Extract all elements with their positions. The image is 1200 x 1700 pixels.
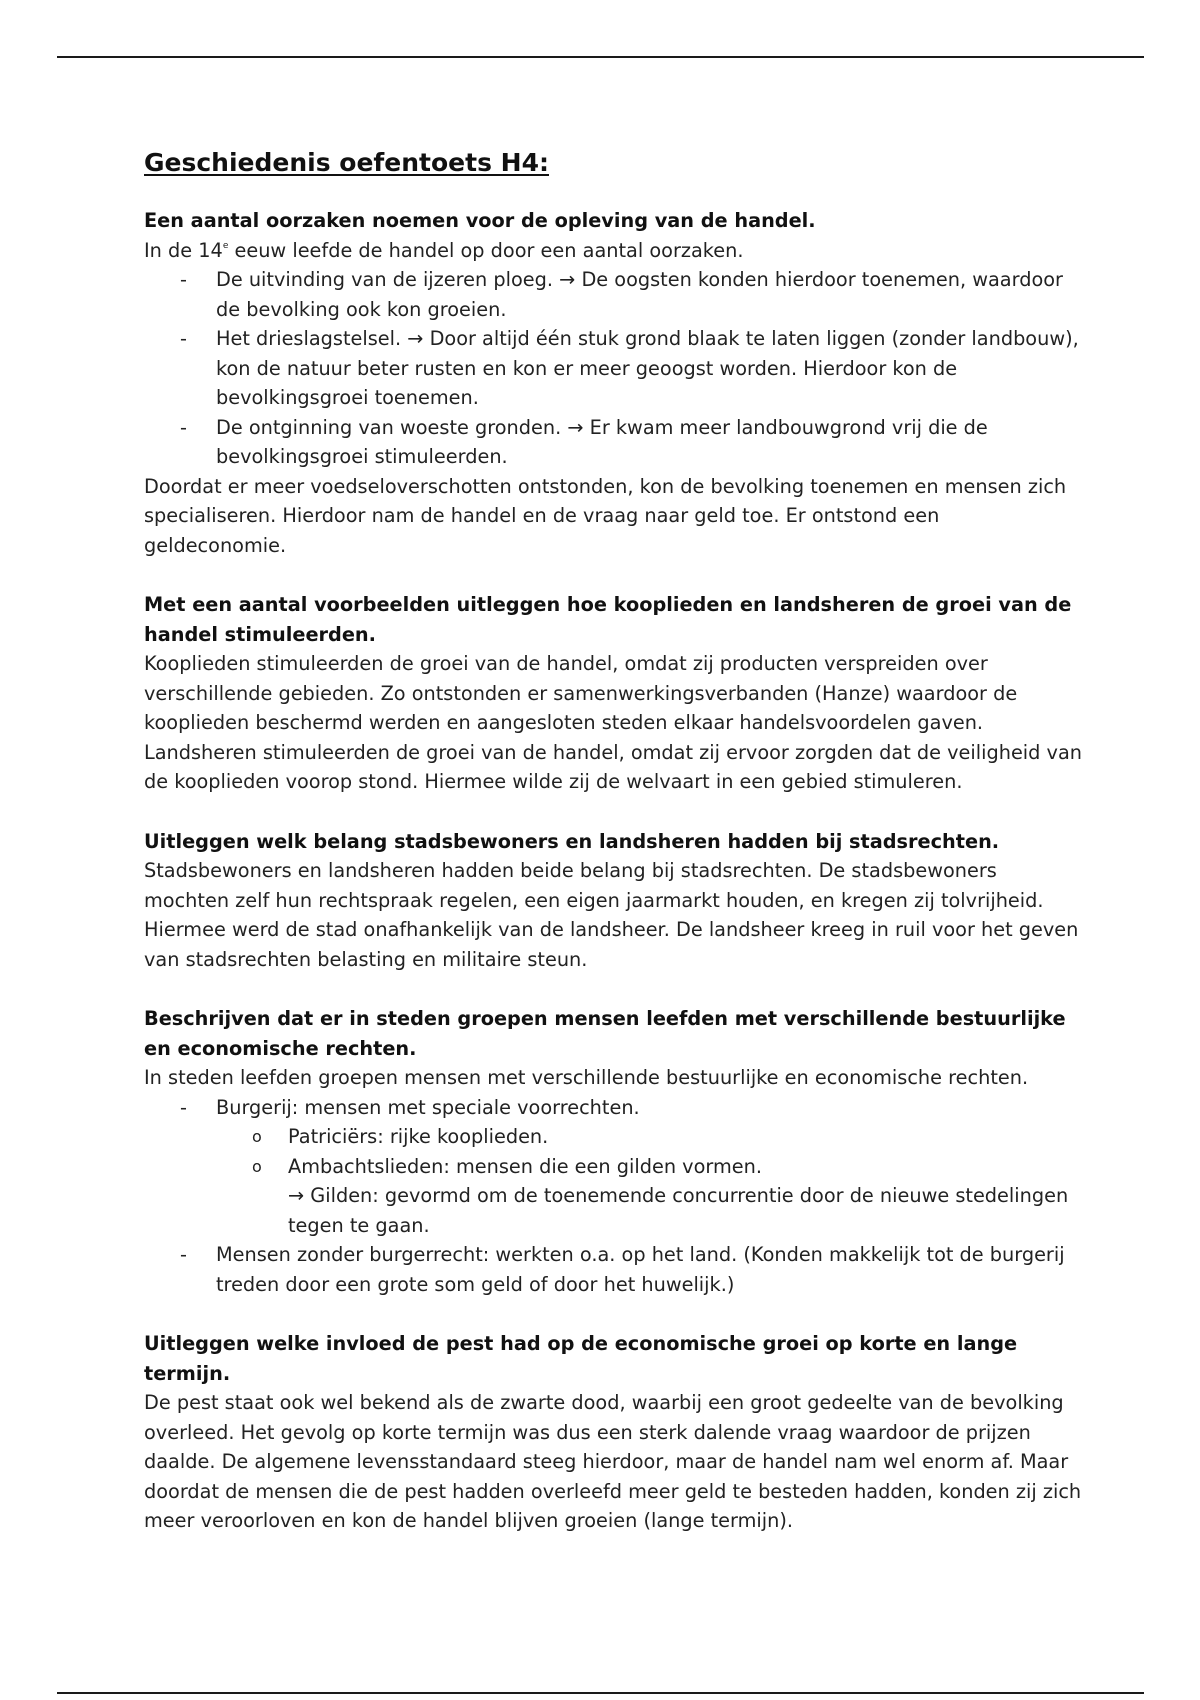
section-intro: In steden leefden groepen mensen met verschillende bestuurlijke en economische rechten. bbox=[144, 1066, 1029, 1089]
arrow-icon: → bbox=[407, 327, 424, 350]
arrow-icon: → bbox=[288, 1184, 305, 1207]
page-title: Geschiedenis oefentoets H4: bbox=[144, 148, 549, 177]
document-body bbox=[144, 146, 1084, 1566]
list-item: - De uitvinding van de ijzeren ploeg. → De oogsten konden hierdoor toenemen, waardoor de bevolking ook kon groeien. bbox=[144, 265, 1084, 324]
section-body: Kooplieden stimuleerden de groei van de handel, omdat zij producten verspreiden over verschillende gebieden. Zo ontstonden er samenwerkingsverbanden (Hanze) waardoor de kooplieden beschermd werden en aangesloten steden elkaar handelsvoordelen gaven. Landsheren stimuleerden de groei van de handel, omdat zij ervoor zorgden dat de veiligheid van de kooplieden voorop stond. Hiermee wilde zij de welvaart in een gebied stimuleren. bbox=[144, 652, 1082, 793]
section-stadsrechten bbox=[144, 827, 1084, 975]
section-title: Een aantal oorzaken noemen voor de opleving van de handel. bbox=[144, 209, 816, 232]
section-title: Uitleggen welk belang stadsbewoners en landsheren hadden bij stadsrechten. bbox=[144, 829, 1000, 853]
section-intro: In de 14e eeuw leefde de handel op door een aantal oorzaken. bbox=[144, 238, 744, 262]
arrow-icon: → bbox=[559, 268, 576, 291]
section-title: Uitleggen welke invloed de pest had op de economische groei op korte en lange termijn. bbox=[144, 1332, 1018, 1385]
top-rule bbox=[57, 56, 1144, 58]
sub-list-item: o Ambachtslieden: mensen die een gilden vormen. → Gilden: gevormd om de toenemende concurrentie door de nieuwe stedelingen tegen te gaan. bbox=[216, 1152, 1084, 1241]
section-title: Met een aantal voorbeelden uitleggen hoe kooplieden en landsheren de groei van de handel stimuleerden. bbox=[144, 593, 1072, 646]
list-item: - Burgerij: mensen met speciale voorrechten. o Patriciërs: rijke kooplieden. o Ambachtslieden: mensen die een gilden vormen. → Gilden: gevormd om de toenemende concurrentie door de nieuwe stedelingen tegen te gaan. bbox=[144, 1093, 1084, 1241]
bottom-rule bbox=[57, 1692, 1144, 1694]
list-item: - De ontginning van woeste gronden. → Er kwam meer landbouwgrond vrij die de bevolkingsgroei stimuleerden. bbox=[144, 413, 1084, 472]
list-item: - Mensen zonder burgerrecht: werkten o.a. op het land. (Konden makkelijk tot de burgerij treden door een grote som geld of door het huwelijk.) bbox=[144, 1240, 1084, 1299]
section-groepen bbox=[144, 1004, 1084, 1299]
section-title: Beschrijven dat er in steden groepen mensen leefden met verschillende bestuurlijke en economische rechten. bbox=[144, 1007, 1066, 1060]
sub-list bbox=[216, 1122, 1084, 1240]
section-pest bbox=[144, 1329, 1084, 1536]
list-item: - Het drieslagstelsel. → Door altijd één stuk grond blaak te laten liggen (zonder landbouw), kon de natuur beter rusten en kon er meer geoogst worden. Hierdoor kon de bevolkingsgroei toenemen. bbox=[144, 324, 1084, 413]
section-outro: Doordat er meer voedseloverschotten ontstonden, kon de bevolking toenemen en mensen zich specialiseren. Hierdoor nam de handel en de vraag naar geld toe. Er ontstond een geldeconomie. bbox=[144, 474, 1067, 557]
sub-list-item: o Patriciërs: rijke kooplieden. bbox=[216, 1122, 1084, 1152]
arrow-icon: → bbox=[567, 415, 584, 439]
cause-list bbox=[144, 265, 1084, 472]
group-list bbox=[144, 1093, 1084, 1300]
section-kooplieden bbox=[144, 590, 1084, 797]
section-body: Stadsbewoners en landsheren hadden beide belang bij stadsrechten. De stadsbewoners mochten zelf hun rechtspraak regelen, een eigen jaarmarkt houden, en kregen zij tolvrijheid. Hiermee werd de stad onafhankelijk van de landsheer. De landsheer kreeg in ruil voor het geven van stadsrechten belasting en militaire steun. bbox=[144, 859, 1079, 971]
section-oorzaken bbox=[144, 206, 1084, 560]
section-body: De pest staat ook wel bekend als de zwarte dood, waarbij een groot gedeelte van de bevolking overleed. Het gevolg op korte termijn was dus een sterk dalende vraag waardoor de prijzen daalde. De algemene levensstandaard steeg hierdoor, maar de handel nam wel enorm af. Maar doordat de mensen die de pest hadden overleefd meer geld te besteden hadden, konden zij zich meer veroorloven en kon de handel blijven groeien (lange termijn). bbox=[144, 1391, 1082, 1532]
